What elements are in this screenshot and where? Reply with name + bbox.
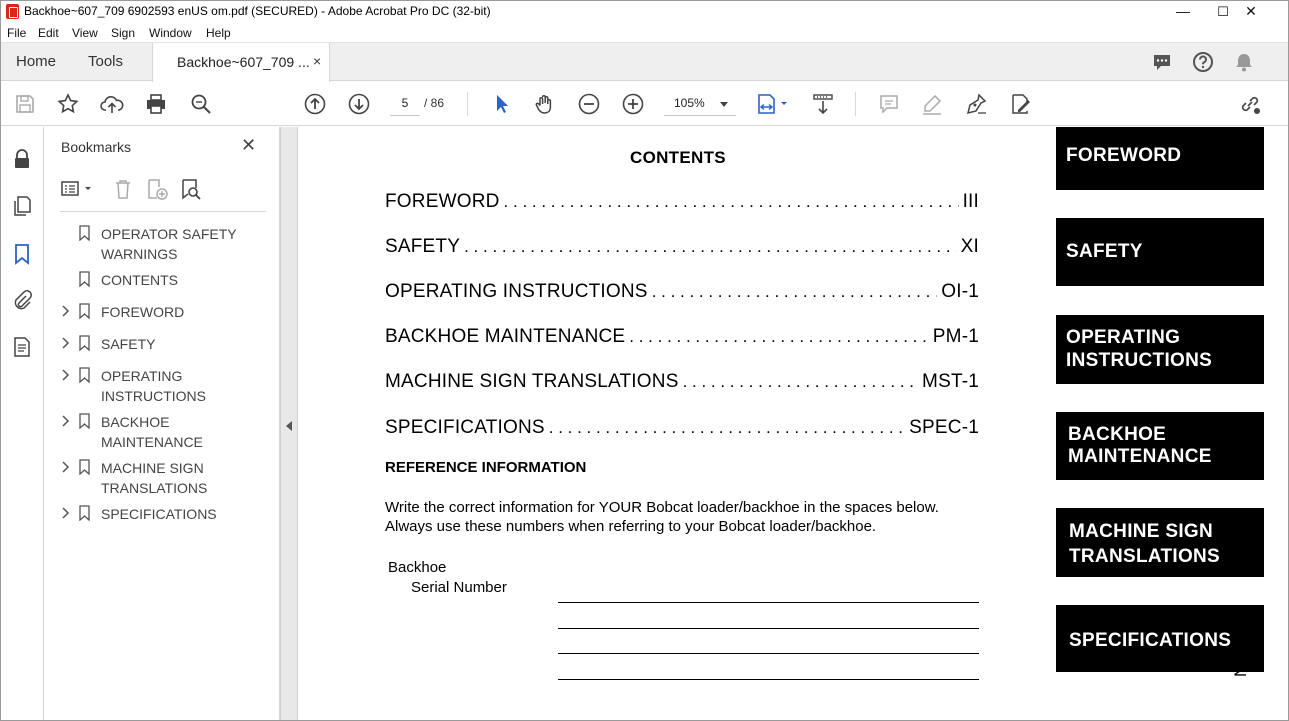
document-tab-label: Backhoe~607_709 ...: [177, 54, 310, 70]
toc-title: OPERATING INSTRUCTIONS: [385, 281, 648, 302]
select-cursor-icon[interactable]: [490, 92, 514, 116]
bookmarks-header: Bookmarks: [61, 139, 132, 155]
document-page[interactable]: [299, 127, 1289, 721]
menu-file[interactable]: File: [7, 26, 27, 40]
toc-leader: [464, 237, 957, 257]
toc-page: MST-1: [922, 371, 979, 392]
backhoe-label: Backhoe: [388, 559, 447, 576]
hand-tool-icon[interactable]: [533, 92, 557, 116]
attachment-icon[interactable]: [10, 288, 34, 312]
bookmark-icon: [79, 413, 90, 429]
toc-leader: [652, 282, 938, 302]
side-tab-label: OPERATING: [1066, 327, 1181, 348]
bookmark-panel-icon[interactable]: [10, 242, 34, 266]
window-title: Backhoe~607_709 6902593 enUS om.pdf (SECURED) - Adobe Acrobat Pro DC (32-bit): [24, 4, 491, 18]
share-link-icon[interactable]: [1238, 92, 1262, 116]
bookmark-icon: [79, 225, 90, 241]
panel-divider: [60, 211, 266, 212]
maximize-button[interactable]: ☐: [1217, 4, 1229, 19]
side-tab-label: INSTRUCTIONS: [1066, 350, 1213, 371]
tab-home[interactable]: Home: [16, 53, 57, 70]
upload-cloud-icon[interactable]: [100, 92, 124, 116]
lock-icon[interactable]: [10, 147, 34, 171]
blank-line: [558, 653, 979, 654]
toc-entry[interactable]: [385, 281, 979, 305]
minimize-button[interactable]: —: [1176, 3, 1190, 19]
print-icon[interactable]: [144, 92, 168, 116]
zoom-search-icon[interactable]: [189, 92, 213, 116]
bookmark-icon: [79, 271, 90, 287]
toc-title: BACKHOE MAINTENANCE: [385, 326, 626, 347]
bookmarks-toolbar: [59, 177, 269, 203]
side-tab-label: BACKHOE: [1068, 424, 1167, 445]
edit-document-icon[interactable]: [1009, 92, 1033, 116]
toc-entry[interactable]: [385, 417, 979, 441]
zoom-out-icon[interactable]: [577, 92, 601, 116]
side-tab-label: MAINTENANCE: [1068, 446, 1212, 467]
main-toolbar: [0, 82, 1289, 126]
bookmark-icon: [79, 505, 90, 521]
toolbar-divider: [855, 92, 856, 116]
new-bookmark-icon[interactable]: [145, 177, 169, 201]
toc-leader: [683, 372, 918, 392]
toc-page: III: [962, 191, 979, 212]
chevron-right-icon[interactable]: [61, 304, 71, 318]
previous-page-icon[interactable]: [303, 92, 327, 116]
star-icon[interactable]: [56, 92, 80, 116]
next-page-icon[interactable]: [347, 92, 371, 116]
chevron-right-icon[interactable]: [61, 336, 71, 350]
reference-text-line: Write the correct information for YOUR Bobcat loader/backhoe in the spaces below.: [385, 499, 939, 516]
side-tab-label: MACHINE SIGN: [1069, 521, 1213, 542]
bookmark-label: CONTENTS: [101, 272, 178, 288]
menu-edit[interactable]: Edit: [38, 26, 59, 40]
bookmark-label: OPERATOR SAFETY WARNINGS: [101, 226, 237, 262]
blank-line: [558, 628, 979, 629]
bookmark-label: OPERATING INSTRUCTIONS: [101, 368, 206, 404]
chevron-right-icon[interactable]: [61, 460, 71, 474]
side-tab-label: SAFETY: [1066, 241, 1143, 262]
menu-help[interactable]: Help: [206, 26, 231, 40]
toc-entry[interactable]: [385, 326, 979, 350]
navigation-rail: [0, 127, 44, 721]
bookmark-label: MACHINE SIGN TRANSLATIONS: [101, 460, 208, 496]
toc-page: OI-1: [941, 281, 979, 302]
bookmark-label: SAFETY: [101, 336, 156, 352]
toc-leader: [549, 418, 905, 438]
toc-entry[interactable]: [385, 236, 979, 260]
zoom-level-select[interactable]: 105%: [664, 92, 736, 116]
toolbar-divider: [467, 92, 468, 116]
zoom-in-icon[interactable]: [621, 92, 645, 116]
tab-document[interactable]: [152, 43, 330, 82]
zoom-dropdown-arrow-icon[interactable]: [720, 102, 728, 107]
toc-page: XI: [960, 236, 979, 257]
save-icon[interactable]: [13, 92, 37, 116]
close-panel-button[interactable]: ✕: [241, 135, 257, 155]
toc-entry[interactable]: [385, 191, 979, 215]
reference-text-line: Always use these numbers when referring to your Bobcat loader/backhoe.: [385, 518, 877, 535]
blank-line: [558, 602, 979, 603]
bookmark-icon: [79, 459, 90, 475]
side-tab-safety[interactable]: [1056, 218, 1264, 286]
bookmark-icon: [79, 303, 90, 319]
tab-tools[interactable]: Tools: [88, 53, 124, 70]
tab-bar: [0, 43, 1289, 81]
menu-sign[interactable]: Sign: [111, 26, 136, 40]
toc-title: MACHINE SIGN TRANSLATIONS: [385, 371, 679, 392]
close-window-button[interactable]: ✕: [1245, 3, 1257, 19]
toc-page: PM-1: [932, 326, 979, 347]
scroll-mode-icon[interactable]: [811, 92, 835, 116]
page-total: / 86: [424, 96, 445, 110]
contents-title: CONTENTS: [630, 148, 726, 167]
reference-text: [385, 498, 985, 536]
bookmark-label: SPECIFICATIONS: [101, 506, 217, 522]
highlight-pen-icon[interactable]: [920, 92, 944, 116]
collapse-panel-arrow-icon[interactable]: [286, 421, 292, 431]
side-tab-operating-instructions[interactable]: [1056, 315, 1264, 384]
delete-bookmark-icon[interactable]: [111, 177, 135, 201]
bookmarks-panel: [45, 127, 280, 721]
side-tab-label: TRANSLATIONS: [1069, 546, 1221, 567]
side-tab-foreword[interactable]: [1056, 127, 1264, 190]
notification-bell-icon[interactable]: [1233, 51, 1255, 73]
comment-bubble-icon[interactable]: [1151, 51, 1173, 73]
toc-leader: [629, 327, 929, 347]
toc-leader: [504, 192, 959, 212]
panel-splitter[interactable]: [280, 127, 298, 721]
bookmark-icon: [79, 335, 90, 351]
vertical-margin-text: Not fo: [1231, 631, 1250, 677]
title-bar: [0, 0, 1289, 23]
side-tab-machine-sign-translations[interactable]: [1056, 508, 1264, 577]
acrobat-app-icon: [6, 4, 19, 19]
page-fit-icon[interactable]: [756, 92, 792, 116]
serial-number-label: Serial Number: [411, 579, 507, 596]
chevron-right-icon[interactable]: [61, 506, 71, 520]
toc-entry[interactable]: [385, 371, 979, 395]
page-number-input[interactable]: 5: [390, 92, 420, 116]
menu-window[interactable]: Window: [149, 26, 192, 40]
side-tab-backhoe-maintenance[interactable]: [1056, 412, 1264, 480]
close-tab-button[interactable]: ×: [313, 53, 322, 69]
toc-title: FOREWORD: [385, 191, 500, 212]
bookmark-icon: [79, 367, 90, 383]
pages-thumbnails-icon[interactable]: [10, 194, 34, 218]
bookmark-label: BACKHOE MAINTENANCE: [101, 414, 203, 450]
blank-line: [558, 679, 979, 680]
add-comment-icon[interactable]: [877, 92, 901, 116]
sign-pen-icon[interactable]: [964, 92, 988, 116]
bookmark-label: FOREWORD: [101, 304, 185, 320]
bookmark-options-icon[interactable]: [59, 177, 95, 201]
chevron-right-icon[interactable]: [61, 414, 71, 428]
side-tab-label: FOREWORD: [1066, 145, 1182, 166]
menu-bar: [0, 23, 1289, 43]
toc-title: SPECIFICATIONS: [385, 417, 545, 438]
side-tab-label: SPECIFICATIONS: [1069, 630, 1232, 651]
menu-view[interactable]: View: [72, 26, 98, 40]
toc-page: SPEC-1: [909, 417, 979, 438]
chevron-right-icon[interactable]: [61, 368, 71, 382]
help-icon[interactable]: [1192, 51, 1214, 73]
find-bookmark-icon[interactable]: [179, 177, 203, 201]
reference-header: REFERENCE INFORMATION: [385, 459, 587, 476]
toc-title: SAFETY: [385, 236, 461, 257]
document-properties-icon[interactable]: [10, 335, 34, 359]
